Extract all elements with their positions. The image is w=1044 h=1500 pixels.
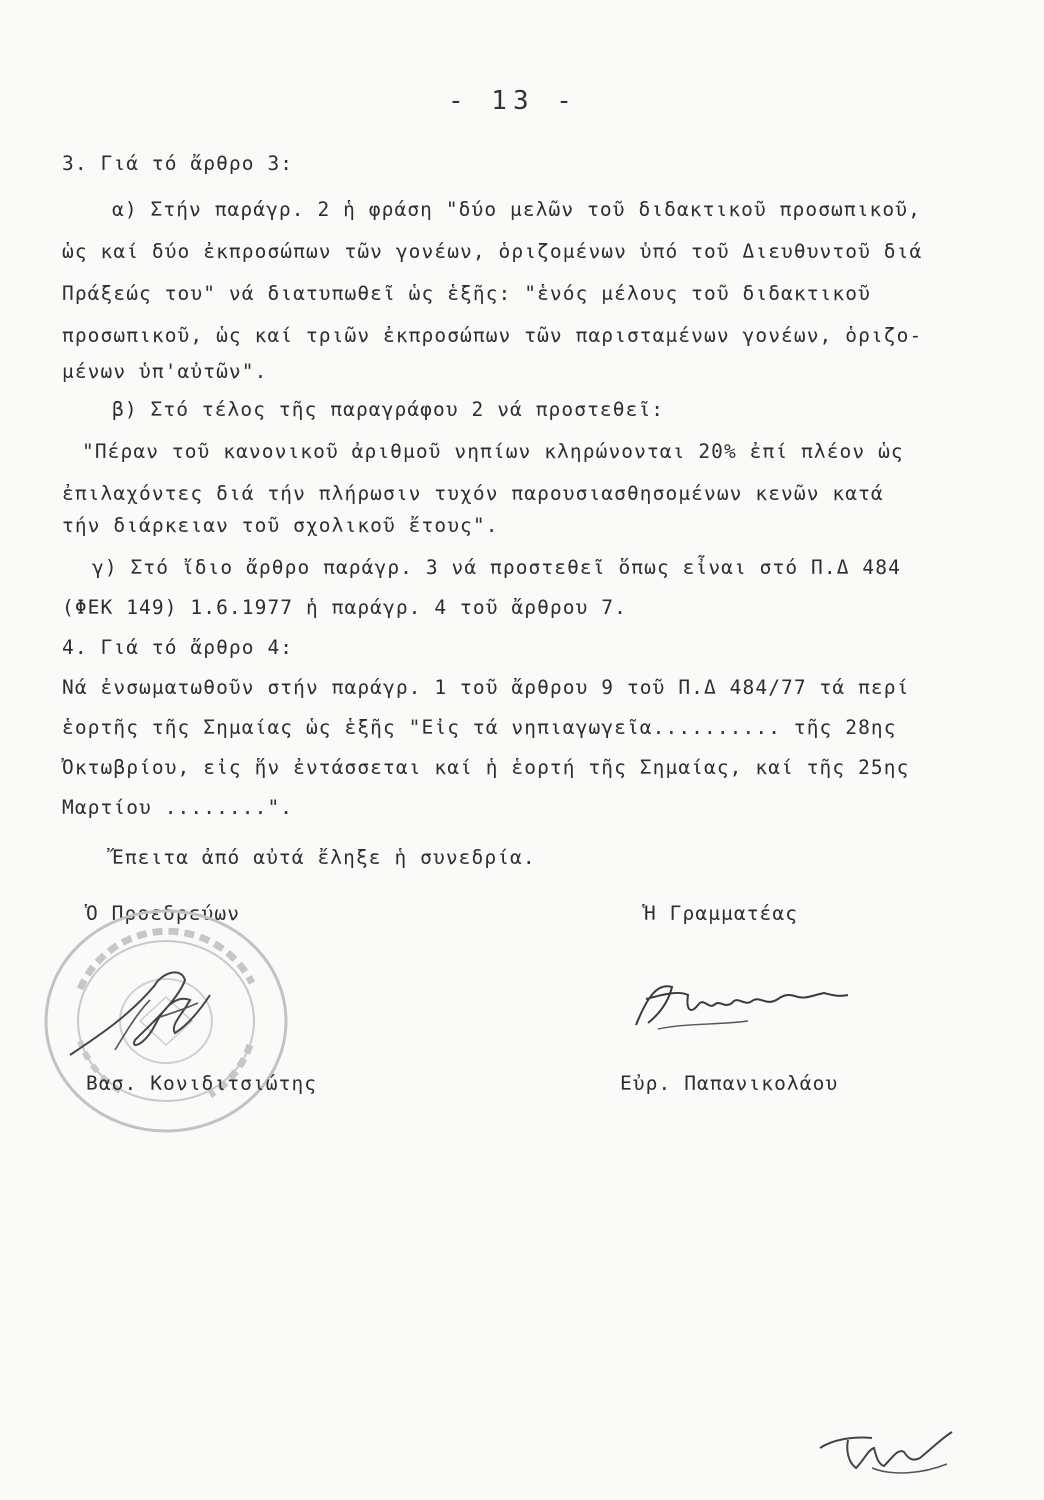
paragraph-b-line: ἐπιλαχόντες διά τήν πλήρωσιν τυχόν παρουσιασθησομένων κενῶν κατά [62,482,884,505]
secretary-name: Εὐρ. Παπανικολάου [620,1072,839,1095]
paragraph-d-line: ἑορτῆς τῆς Σημαίας ὡς ἑξῆς "Εἰς τά νηπιαγωγεῖα.......... τῆς 28ης [62,716,897,739]
chair-title: Ὁ Προεδρεύων [86,902,241,925]
article-3-heading: 3. Γιά τό ἄρθρο 3: [62,152,294,175]
paragraph-d-line: Νά ἐνσωματωθοῦν στήν παράγρ. 1 τοῦ ἄρθρου 9 τοῦ Π.Δ 484/77 τά περί [62,676,910,699]
paragraph-a-line: μένων ὑπ'αὐτῶν". [62,360,268,383]
paragraph-c-line: γ) Στό ἴδιο ἄρθρο παράγρ. 3 νά προστεθεῖ ὅπως εἶναι στό Π.Δ 484 [92,556,901,579]
paragraph-a-line: προσωπικοῦ, ὡς καί τριῶν ἐκπροσώπων τῶν παρισταμένων γονέων, ὁριζο- [62,324,923,347]
article-4-heading: 4. Γιά τό ἄρθρο 4: [62,636,294,659]
page-number: - 13 - [448,86,578,116]
paragraph-a-line: Πράξεώς του" νά διατυπωθεῖ ὡς ἑξῆς: "ἑνός μέλους τοῦ διδακτικοῦ [62,282,871,305]
secretary-title: Ἡ Γραμματέας [644,902,799,925]
closing-statement: Ἔπειτα ἀπό αὐτά ἔληξε ἡ συνεδρία. [112,846,536,869]
secretary-signature [628,965,858,1045]
paragraph-a-line: α) Στήν παράγρ. 2 ἡ φράση "δύο μελῶν τοῦ διδακτικοῦ προσωπικοῦ, [112,198,921,221]
chair-name: Βασ. Κονιδιτσιώτης [86,1072,318,1095]
paragraph-b-line: β) Στό τέλος τῆς παραγράφου 2 νά προστεθεῖ: [112,398,665,421]
paragraph-a-line: ὡς καί δύο ἐκπροσώπων τῶν γονέων, ὁριζομένων ὑπό τοῦ Διευθυντοῦ διά [62,240,923,263]
paragraph-b-line: "Πέραν τοῦ κανονικοῦ ἀριθμοῦ νηπίων κληρώνονται 20% ἐπί πλέον ὡς [82,440,904,463]
paragraph-c-line: (ΦΕΚ 149) 1.6.1977 ἡ παράγρ. 4 τοῦ ἄρθρου 7. [62,596,627,619]
chair-signature [60,955,230,1065]
paragraph-d-line: Μαρτίου ........". [62,796,294,819]
paragraph-b-line: τήν διάρκειαν τοῦ σχολικοῦ ἔτους". [62,514,499,537]
initials-signature [812,1418,962,1480]
paragraph-d-line: Ὀκτωβρίου, εἰς ἥν ἐντάσσεται καί ἡ ἑορτή τῆς Σημαίας, καί τῆς 25ης [62,756,910,779]
